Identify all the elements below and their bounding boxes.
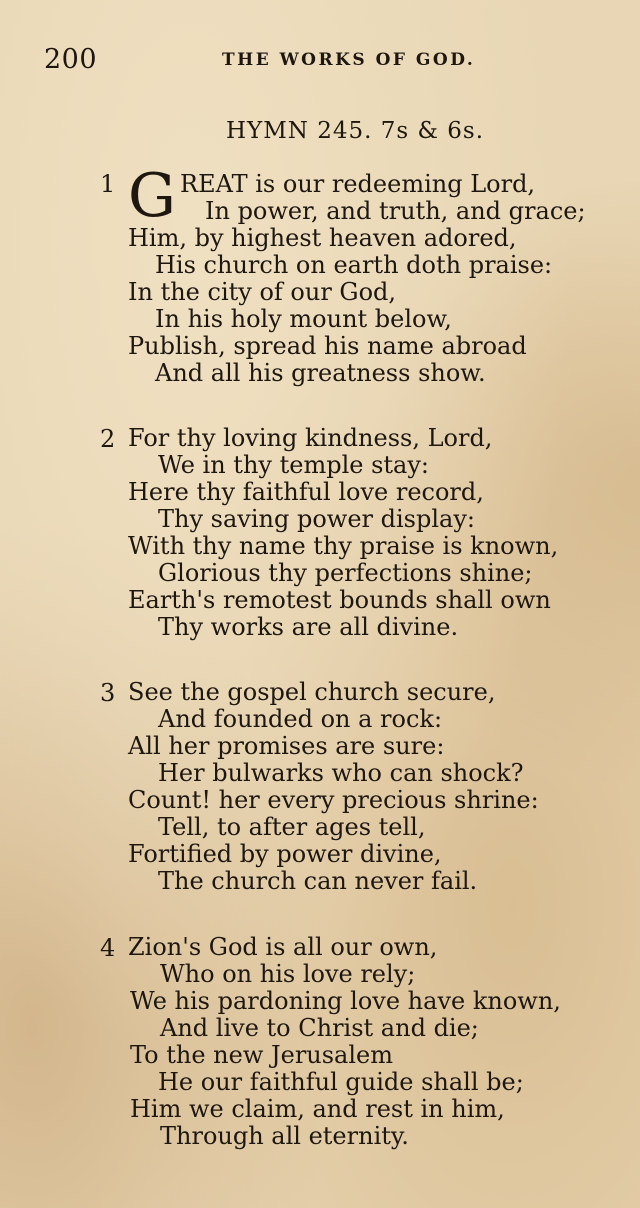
hymn-title: HYMN 245. 7s & 6s. — [225, 118, 485, 144]
drop-cap: G — [128, 161, 176, 231]
verse-line: Count! her every precious shrine: — [128, 786, 539, 814]
stanza-number: 4 — [100, 934, 116, 962]
stanza-number: 3 — [100, 679, 116, 707]
verse-line: See the gospel church secure, — [128, 678, 496, 706]
verse-line: We his pardoning love have known, — [130, 987, 561, 1015]
verse-line: Zion's God is all our own, — [128, 933, 438, 961]
verse-line: Tell, to after ages tell, — [158, 813, 426, 841]
verse-line: Publish, spread his name abroad — [128, 332, 527, 360]
verse-line: His church on earth doth praise: — [155, 251, 553, 279]
verse-line: In power, and truth, and grace; — [205, 197, 586, 225]
verse-line: Thy works are all divine. — [158, 613, 459, 641]
verse-line: And live to Christ and die; — [160, 1014, 479, 1042]
verse-line: Through all eternity. — [160, 1122, 409, 1150]
verse-line: Who on his love rely; — [160, 960, 416, 988]
verse-line: In his holy mount below, — [155, 305, 452, 333]
verse-line: Thy saving power display: — [158, 505, 475, 533]
running-head: THE WORKS OF GOD. — [222, 50, 476, 70]
verse-line: Here thy faithful love record, — [128, 478, 484, 506]
verse-line: Him we claim, and rest in him, — [130, 1095, 505, 1123]
stanza-number: 1 — [100, 170, 116, 198]
verse-line: The church can never fail. — [158, 867, 478, 895]
verse-line: Her bulwarks who can shock? — [158, 759, 524, 787]
verse-line: In the city of our God, — [128, 278, 397, 306]
page-number: 200 — [44, 44, 98, 75]
verse-line: And founded on a rock: — [158, 705, 443, 733]
verse-line: Him, by highest heaven adored, — [128, 224, 517, 252]
verse-line: For thy loving kindness, Lord, — [128, 424, 493, 452]
verse-line: Earth's remotest bounds shall own — [128, 586, 551, 614]
verse-line: REAT is our redeeming Lord, — [180, 170, 536, 198]
verse-line: To the new Jerusalem — [130, 1041, 394, 1069]
verse-line: Fortified by power divine, — [128, 840, 442, 868]
stanza-number: 2 — [100, 425, 116, 453]
verse-line: He our faithful guide shall be; — [158, 1068, 524, 1096]
verse-line: Glorious thy perfections shine; — [158, 559, 533, 587]
verse-line: And all his greatness show. — [155, 359, 486, 387]
verse-line: All her promises are sure: — [128, 732, 445, 760]
page-header — [44, 44, 600, 78]
verse-line: With thy name thy praise is known, — [128, 532, 559, 560]
verse-line: We in thy temple stay: — [158, 451, 429, 479]
